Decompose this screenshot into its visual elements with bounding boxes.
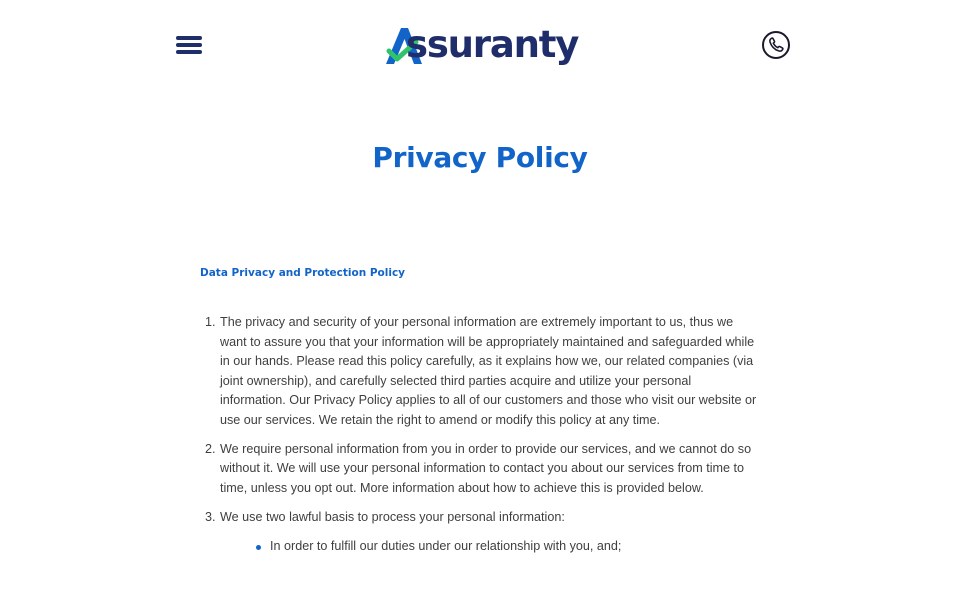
site-header — [0, 0, 960, 90]
policy-item-number: 3. — [205, 509, 216, 524]
policy-subitem-text: In order to fulfill our duties under our relationship with you, and; — [270, 539, 622, 554]
policy-item-number: 1. — [205, 315, 216, 329]
policy-item-number: 2. — [205, 441, 216, 456]
policy-item-text: The privacy and security of your personal information are extremely important to us, thus we want to assure you that your information will be appropriately maintained and safeguarded while in our hands. Please read this policy carefully, as it explains how we, our related companies (via joint ownership), and carefully selected third parties acquire and utilize your personal information. Our Privacy Policy applies to all of our customers and those who visit our website or use our services. We retain the right to amend or modify this policy at any time. — [220, 315, 757, 427]
hamburger-menu-icon[interactable] — [174, 31, 204, 59]
logo-text: ssuranty — [406, 23, 579, 66]
assuranty-logo[interactable] — [384, 22, 588, 70]
policy-content — [200, 313, 760, 566]
policy-item — [200, 508, 760, 557]
policy-item-text: We require personal information from you in order to provide our services, and we cannot do so without it. We will use your personal information to contact you about our services from time to time, unless you opt out. More information about how to achieve this is provided below. — [220, 441, 752, 495]
policy-item — [200, 313, 760, 430]
section-heading: Data Privacy and Protection Policy — [200, 267, 406, 279]
policy-list — [200, 313, 760, 557]
phone-icon[interactable] — [761, 30, 791, 60]
bullet-icon — [256, 545, 261, 550]
policy-item-text: We use two lawful basis to process your personal information: — [220, 509, 565, 524]
policy-sublist — [220, 537, 760, 557]
policy-subitem — [270, 537, 760, 557]
page-title: Privacy Policy — [372, 141, 588, 174]
policy-item — [200, 440, 760, 499]
